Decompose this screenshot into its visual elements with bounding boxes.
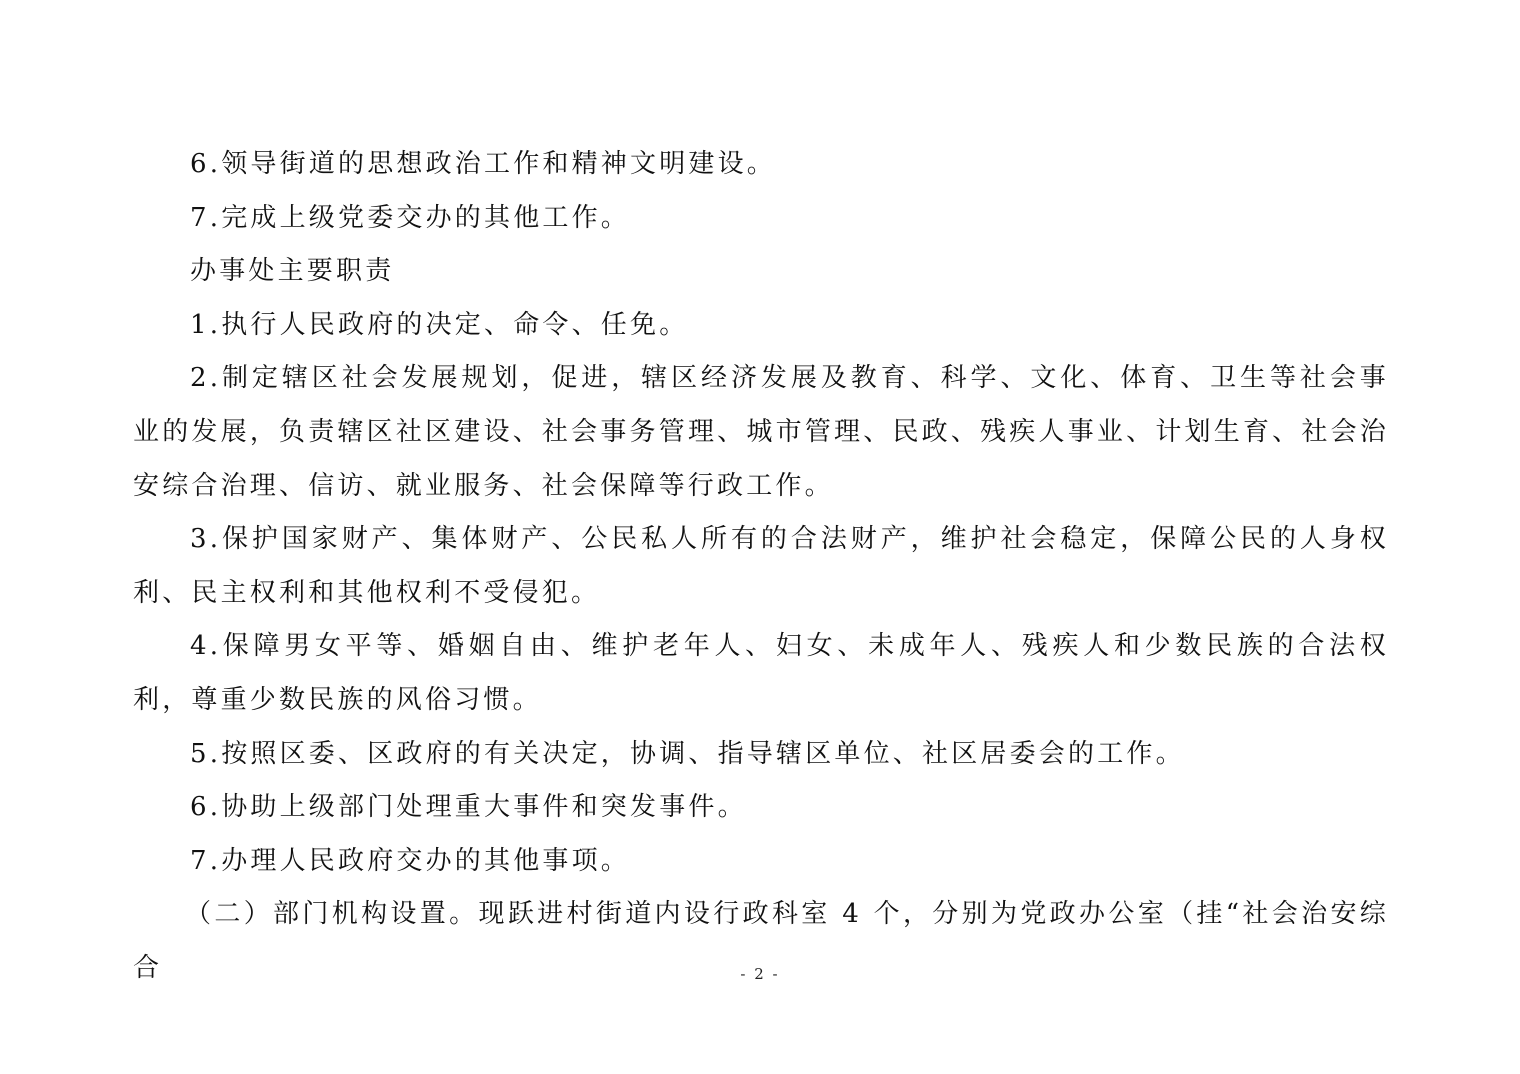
- paragraph-department-setup: （二）部门机构设置。现跃进村街道内设行政科室 4 个，分别为党政办公室（挂“社会治安综合: [133, 899, 1389, 983]
- paragraph-office-item-3: 3.保护国家财产、集体财产、公民私人所有的合法财产，维护社会稳定，保障公民的人身权利、民主权利和其他权利不受侵犯。: [133, 524, 1389, 608]
- paragraph-party-item-6: 6.领导街道的思想政治工作和精神文明建设。: [190, 149, 777, 179]
- page-number: - 2 -: [740, 965, 780, 983]
- paragraph-office-item-4: 4.保障男女平等、婚姻自由、维护老年人、妇女、未成年人、残疾人和少数民族的合法权利，尊重少数民族的风俗习惯。: [133, 631, 1389, 715]
- paragraph-office-item-5: 5.按照区委、区政府的有关决定，协调、指导辖区单位、社区居委会的工作。: [190, 738, 1185, 769]
- paragraph-office-item-6: 6.协助上级部门处理重大事件和突发事件。: [190, 792, 747, 823]
- section-heading-office-duties: 办事处主要职责: [190, 256, 395, 287]
- document-body: [133, 138, 1389, 996]
- paragraph-office-item-7: 7.办理人民政府交办的其他事项。: [190, 845, 631, 876]
- paragraph-party-item-7: 7.完成上级党委交办的其他工作。: [190, 202, 631, 233]
- paragraph-office-item-2: 2.制定辖区社会发展规划，促进，辖区经济发展及教育、科学、文化、体育、卫生等社会事业的发展，负责辖区社区建设、社会事务管理、城市管理、民政、残疾人事业、计划生育、社会治安综合治理、信访、就业服务、社会保障等行政工作。: [133, 363, 1389, 501]
- paragraph-office-item-1: 1.执行人民政府的决定、命令、任免。: [190, 309, 689, 340]
